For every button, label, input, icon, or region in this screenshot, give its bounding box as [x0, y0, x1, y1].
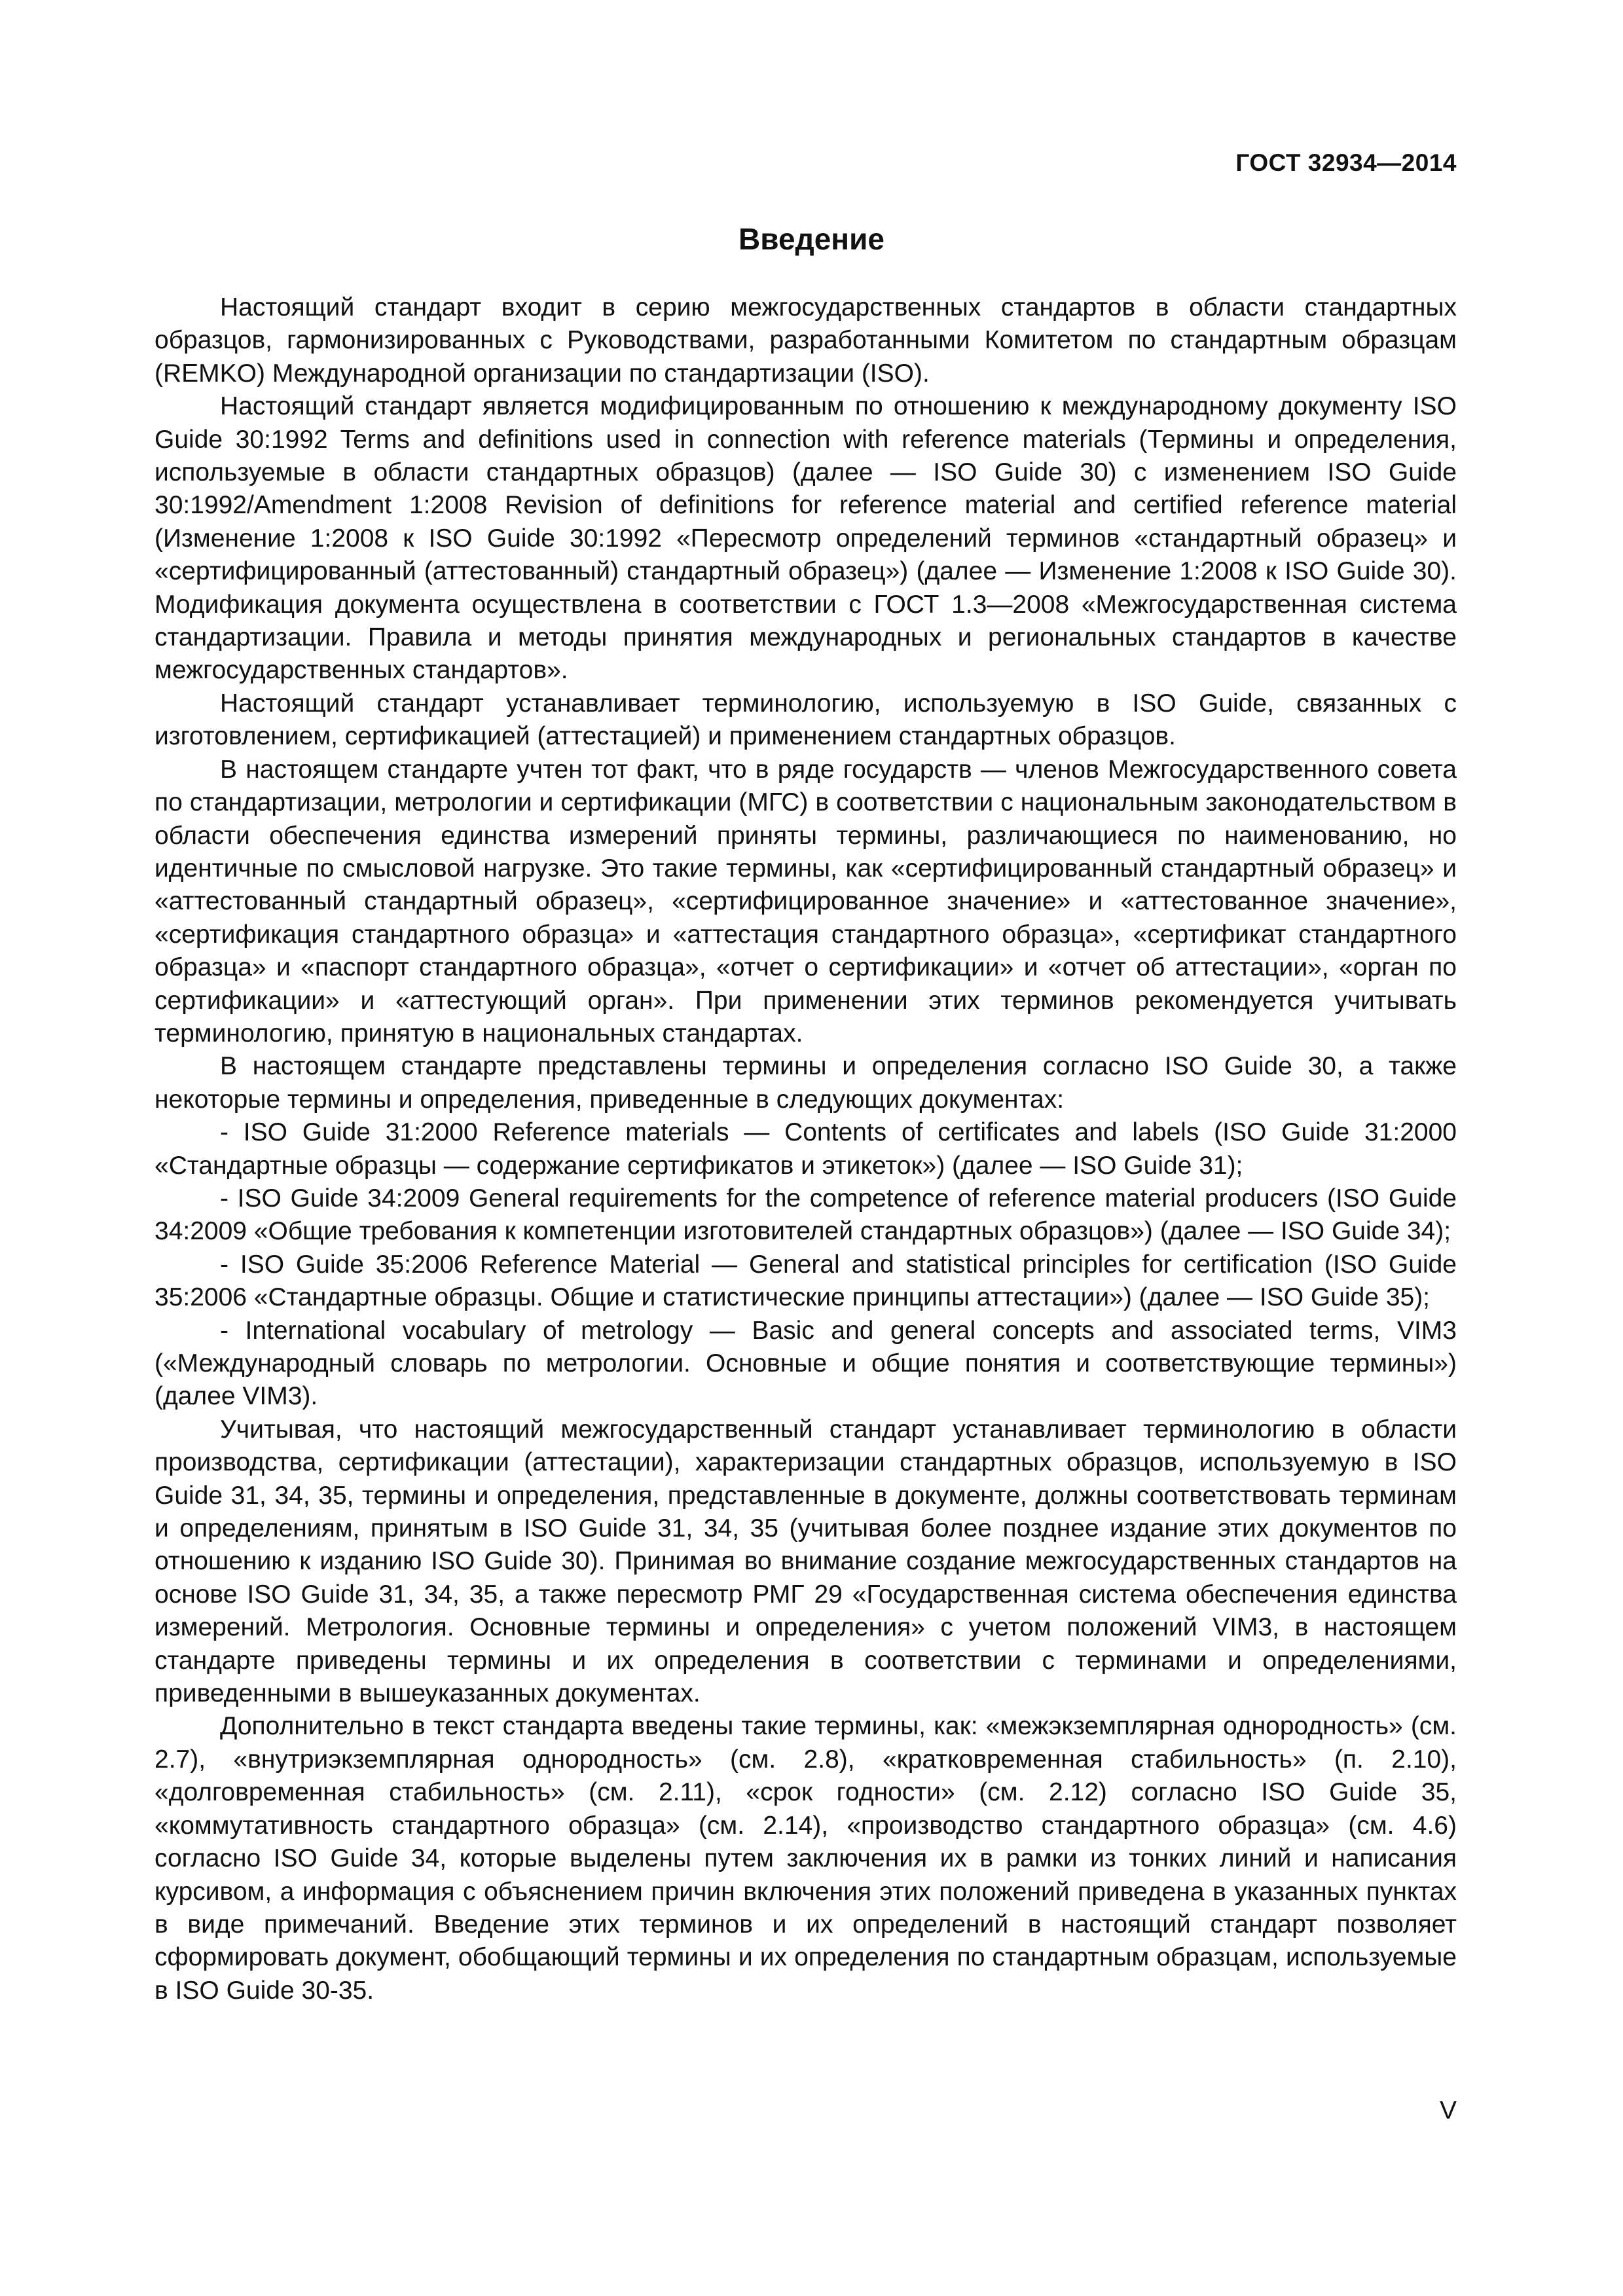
page-number: V — [1439, 2096, 1457, 2124]
section-title: Введение — [739, 222, 884, 256]
document-code: ГОСТ 32934—2014 — [1235, 149, 1457, 176]
paragraph: Настоящий стандарт входит в серию межгосударственных стандартов в области стандартных образцов, гармонизированных с Руководствами, разработанными Комитетом по стандартным образцам (REMKO) Международной организации по стандартизации (ISO). — [155, 293, 1457, 388]
paragraph: Дополнительно в текст стандарта введены такие термины, как: «межэкземплярная однородность» (см. 2.7), «внутриэкземплярная однородность» (см. 2.8), «кратковременная стабильность» (п. 2.10), «долговременная стабильность» (см. 2.11), «срок годности» (см. 2.12) согласно ISO Guide 35, «коммутативность стандартного образца» (см. 2.14), «производство стандартного образца» (см. 4.6) согласно ISO Guide 34, которые выделены путем заключения их в рамки из тонких линий и написания курсивом, а информация с объяснением причин включения этих положений приведена в указанных пунктах в виде примечаний. Введение этих терминов и их определений в настоящий стандарт позволяет сформировать документ, обобщающий термины и их определения по стандартным образцам, используемые в ISO Guide 30-35. — [155, 1712, 1457, 2005]
list-item: - International vocabulary of metrology — Basic and general concepts and associated terms, VIM3 («Международный словарь по метрологии. Основные и общие понятия и соответствующие термины») (далее VIM3). — [155, 1316, 1457, 1411]
paragraph: Учитывая, что настоящий межгосударственный стандарт устанавливает терминологию в области производства, сертификации (аттестации), характеризации стандартных образцов, используемую в ISO Guide 31, 34, 35, термины и определения, представленные в документе, должны соответствовать терминам и определениям, принятым в ISO Guide 31, 34, 35 (учитывая более позднее издание этих документов по отношению к изданию ISO Guide 30). Принимая во внимание создание межгосударственных стандартов на основе ISO Guide 31, 34, 35, а также пересмотр РМГ 29 «Государственная система обеспечения единства измерений. Метрология. Основные термины и определения» с учетом положений VIM3, в настоящем стандарте приведены термины и их определения в соответствии с терминами и определениями, приведенными в вышеуказанных документах. — [155, 1415, 1457, 1708]
paragraph: Настоящий стандарт является модифицированным по отношению к международному документу ISO Guide 30:1992 Terms and definitions used in connection with reference materials (Термины и определения, используемые в области стандартных образцов) (далее — ISO Guide 30) с изменением ISO Guide 30:1992/Amendment 1:2008 Revision of definitions for reference material and certified reference material (Изменение 1:2008 к ISO Guide 30:1992 «Пересмотр определений терминов «стандартный образец» и «сертифицированный (аттестованный) стандартный образец») (далее — Изменение 1:2008 к ISO Guide 30). Модификация документа осуществлена в соответствии с ГОСТ 1.3—2008 «Межгосударственная система стандартизации. Правила и методы принятия международных и региональных стандартов в качестве межгосударственных стандартов». — [155, 392, 1457, 685]
document-body — [155, 291, 1457, 2007]
paragraph: В настоящем стандарте представлены термины и определения согласно ISO Guide 30, а также некоторые термины и определения, приведенные в следующих документах: — [155, 1052, 1457, 1114]
list-item: - ISO Guide 34:2009 General requirements for the competence of reference material producers (ISO Guide 34:2009 «Общие требования к компетенции изготовителей стандартных образцов») (далее — ISO Guide 34); — [155, 1184, 1457, 1246]
list-item: - ISO Guide 35:2006 Reference Material — General and statistical principles for certification (ISO Guide 35:2006 «Стандартные образцы. Общие и статистические принципы аттестации») (далее — ISO Guide 35); — [155, 1250, 1457, 1312]
paragraph: Настоящий стандарт устанавливает терминологию, используемую в ISO Guide, связанных с изготовлением, сертификацией (аттестацией) и применением стандартных образцов. — [155, 689, 1457, 751]
list-item: - ISO Guide 31:2000 Reference materials — Contents of certificates and labels (ISO Guide 31:2000 «Стандартные образцы — содержание сертификатов и этикеток») (далее — ISO Guide 31); — [155, 1118, 1457, 1180]
paragraph: В настоящем стандарте учтен тот факт, что в ряде государств — членов Межгосударственного совета по стандартизации, метрологии и сертификации (МГС) в соответствии с национальным законодательством в области обеспечения единства измерений приняты термины, различающиеся по наименованию, но идентичные по смысловой нагрузке. Это такие термины, как «сертифицированный стандартный образец» и «аттестованный стандартный образец», «сертифицированное значение» и «аттестованное значение», «сертификация стандартного образца» и «аттестация стандартного образца», «сертификат стандартного образца» и «паспорт стандартного образца», «отчет о сертификации» и «отчет об аттестации», «орган по сертификации» и «аттестующий орган». При применении этих терминов рекомендуется учитывать терминологию, принятую в национальных стандартах. — [155, 755, 1457, 1048]
